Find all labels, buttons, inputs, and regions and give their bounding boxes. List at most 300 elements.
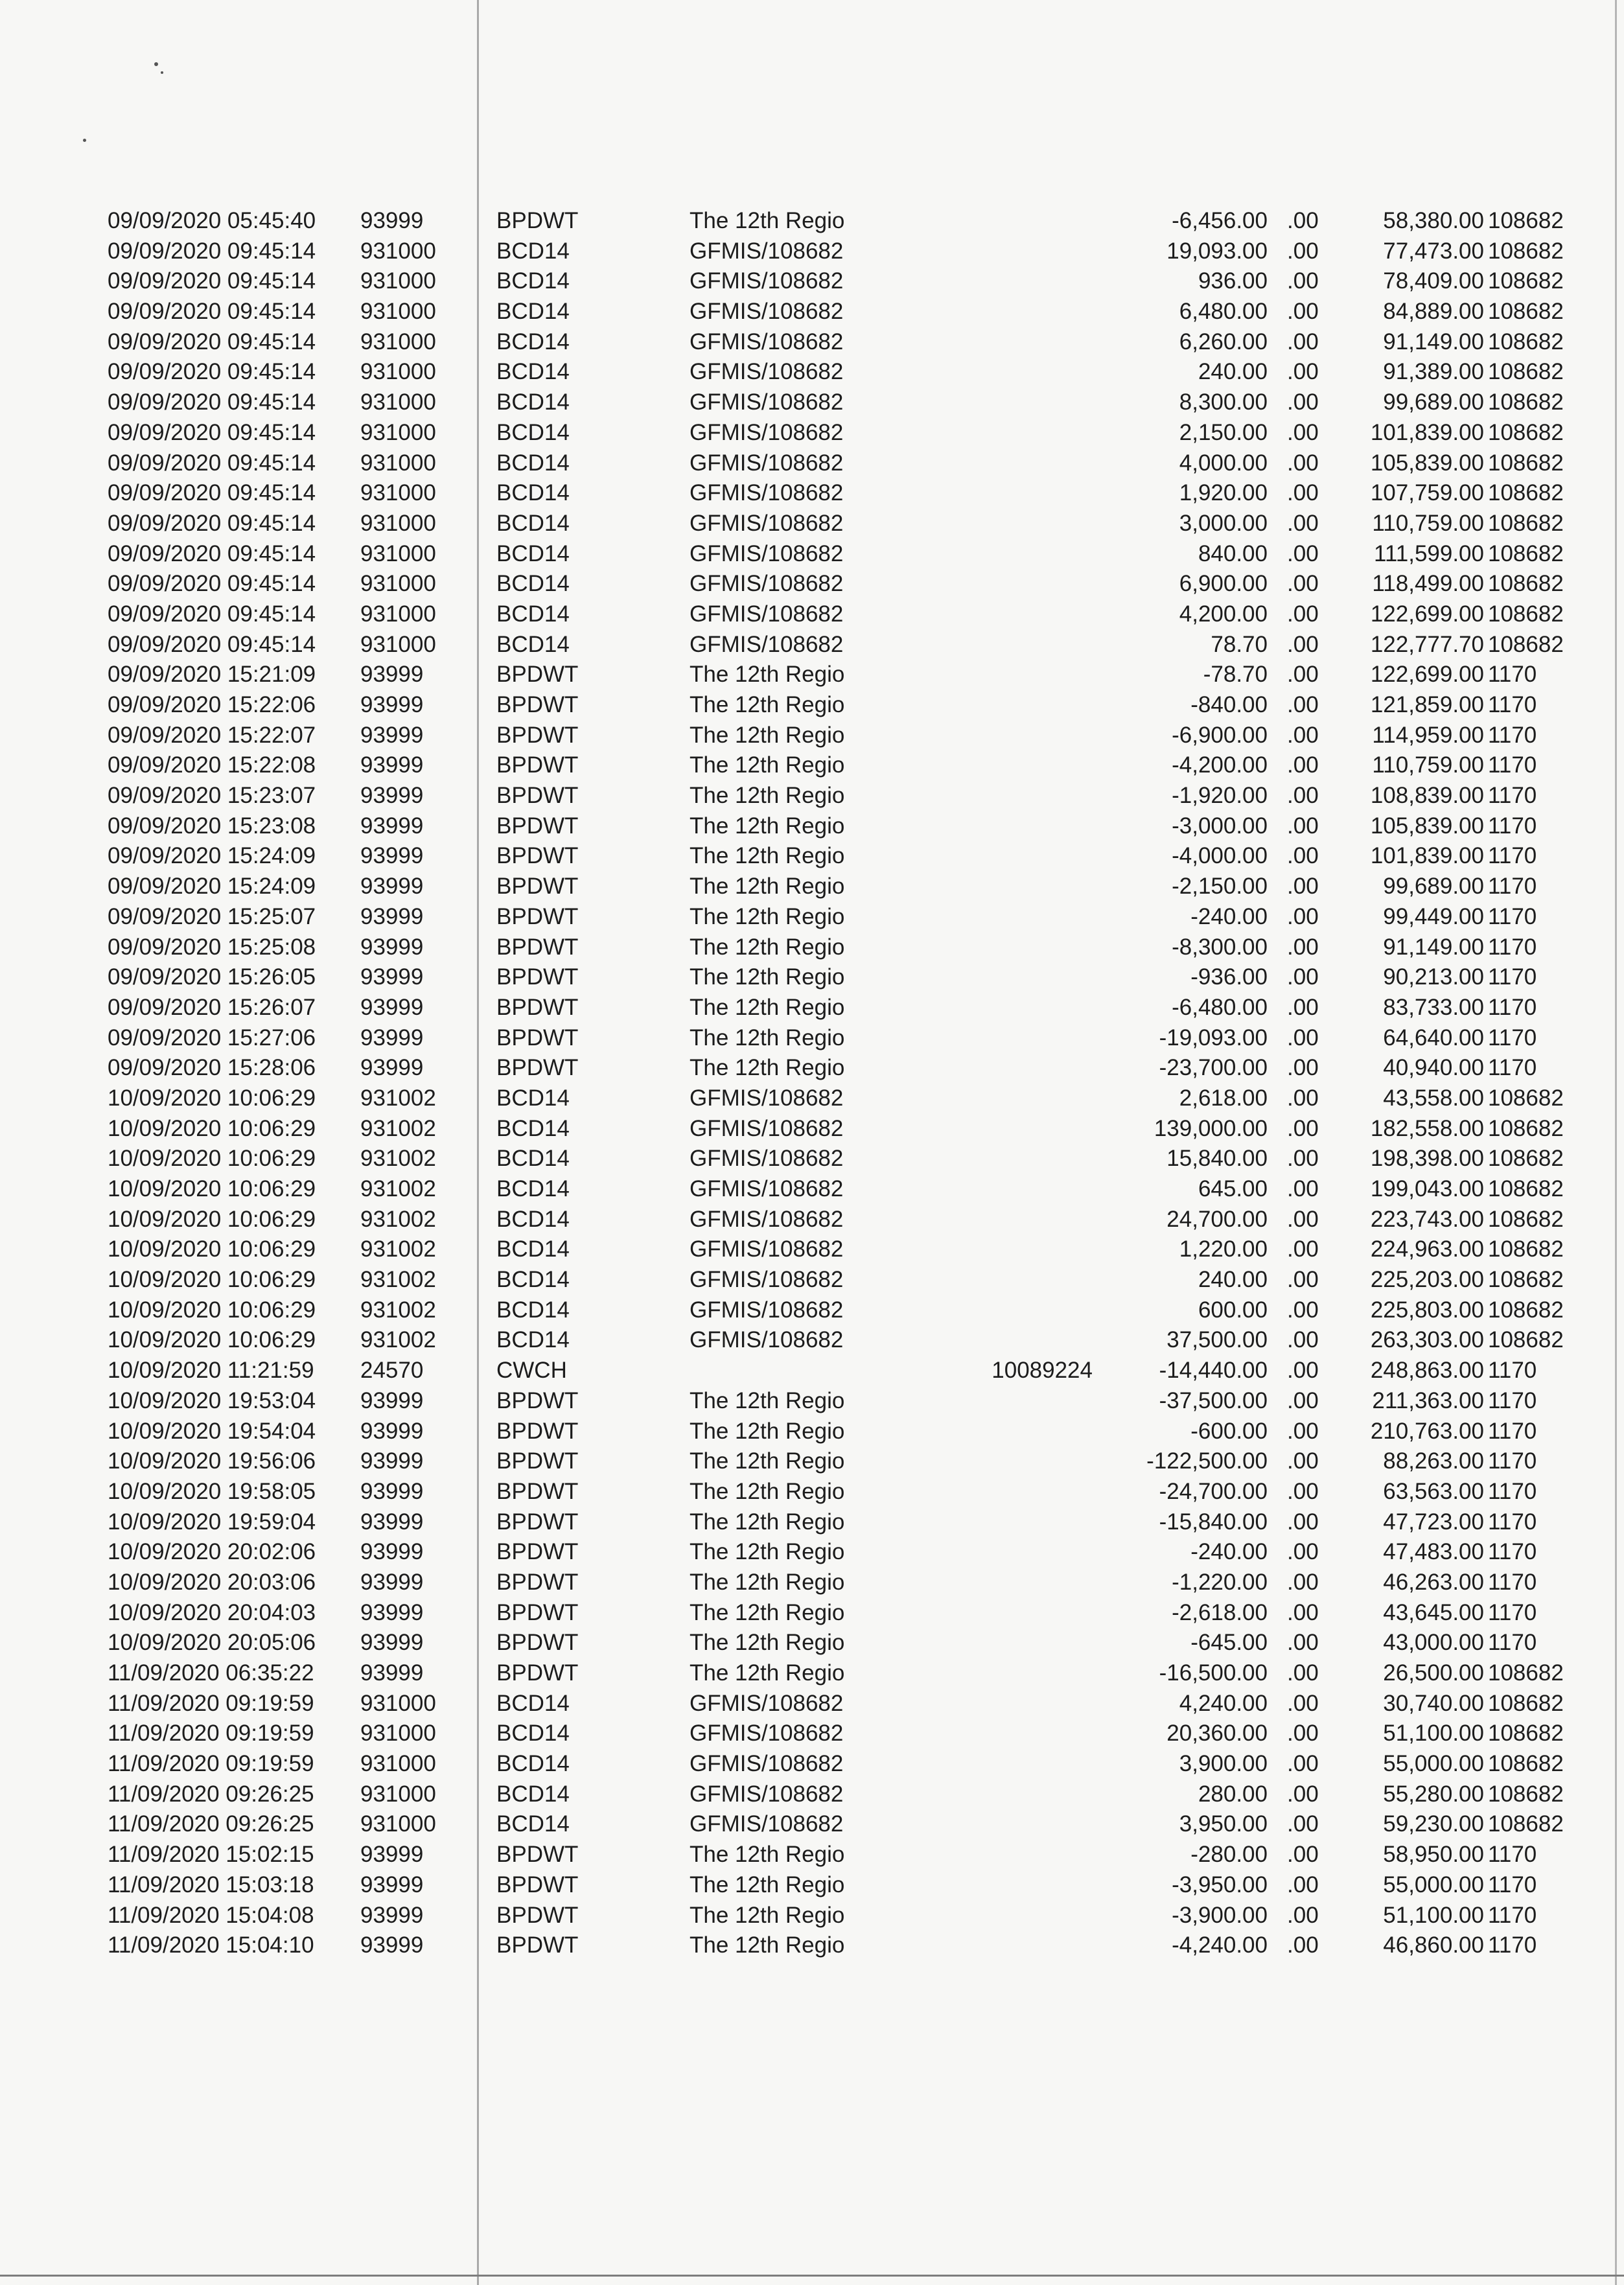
row-balance: 43,645.00 [1383,1599,1484,1625]
row-description: GFMIS/108682 [690,1176,844,1201]
row-code: 931002 [360,1236,436,1262]
row-account: 108682 [1488,268,1564,294]
row-amount: -840.00 [1190,692,1268,717]
row-code: 931000 [360,571,436,597]
row-description: GFMIS/108682 [690,359,844,385]
row-balance: 122,699.00 [1370,662,1484,688]
row-code: 93999 [360,1478,424,1504]
row-description: The 12th Regio [690,903,845,929]
row-datetime: 09/09/2020 15:22:07 [108,722,316,748]
row-description: The 12th Regio [690,1418,845,1444]
row-amount: 139,000.00 [1154,1115,1268,1141]
row-code: 931000 [360,1690,436,1716]
row-account: 108682 [1488,571,1564,597]
row-amount: -240.00 [1190,1539,1268,1565]
row-zero-amount: .00 [1287,571,1319,597]
row-code: 93999 [360,964,424,990]
row-type: BPDWT [496,1025,579,1050]
row-description: The 12th Regio [690,964,845,990]
row-balance: 46,263.00 [1383,1569,1484,1595]
row-datetime: 10/09/2020 10:06:29 [108,1327,316,1353]
row-account: 1170 [1488,1599,1537,1625]
ledger-row [0,902,1624,933]
row-code: 931002 [360,1115,436,1141]
row-balance: 101,839.00 [1370,419,1484,445]
row-account: 108682 [1488,631,1564,657]
row-balance: 58,950.00 [1383,1842,1484,1868]
ledger-row [0,1749,1624,1780]
row-zero-amount: .00 [1287,208,1319,233]
ledger-row [0,206,1624,237]
row-code: 931002 [360,1297,436,1323]
row-description: GFMIS/108682 [690,238,844,264]
row-type: BCD14 [496,480,570,506]
row-balance: 225,803.00 [1370,1297,1484,1323]
row-description: GFMIS/108682 [690,480,844,506]
row-datetime: 09/09/2020 09:45:14 [108,540,316,566]
ledger-row [0,1870,1624,1901]
row-balance: 199,043.00 [1370,1176,1484,1201]
row-datetime: 09/09/2020 15:22:06 [108,692,316,717]
row-type: BCD14 [496,238,570,264]
row-balance: 263,303.00 [1370,1327,1484,1353]
row-amount: -14,440.00 [1159,1358,1268,1384]
row-account: 108682 [1488,208,1564,233]
row-account: 1170 [1488,903,1537,929]
row-code: 931000 [360,1721,436,1746]
row-code: 931002 [360,1267,436,1293]
row-zero-amount: .00 [1287,329,1319,354]
row-datetime: 11/09/2020 09:19:59 [108,1751,314,1777]
row-zero-amount: .00 [1287,268,1319,294]
row-amount: 936.00 [1198,268,1268,294]
row-amount: 240.00 [1198,359,1268,385]
row-account: 108682 [1488,540,1564,566]
row-zero-amount: .00 [1287,419,1319,445]
row-balance: 40,940.00 [1383,1055,1484,1081]
row-description: The 12th Regio [690,1872,845,1897]
row-code: 93999 [360,843,424,869]
row-datetime: 09/09/2020 09:45:14 [108,631,316,657]
row-account: 108682 [1488,329,1564,354]
row-balance: 51,100.00 [1383,1721,1484,1746]
row-type: BPDWT [496,722,579,748]
ledger-row [0,1537,1624,1568]
row-amount: -37,500.00 [1159,1387,1268,1413]
row-balance: 99,449.00 [1383,903,1484,929]
row-code: 93999 [360,1902,424,1928]
ledger-row [0,1598,1624,1629]
row-zero-amount: .00 [1287,1599,1319,1625]
row-amount: 4,240.00 [1179,1690,1268,1716]
row-account: 108682 [1488,299,1564,325]
row-balance: 225,203.00 [1370,1267,1484,1293]
row-zero-amount: .00 [1287,1842,1319,1868]
row-type: BPDWT [496,1599,579,1625]
row-account: 108682 [1488,1690,1564,1716]
row-amount: -1,220.00 [1172,1569,1268,1595]
row-zero-amount: .00 [1287,480,1319,506]
ledger-row [0,1325,1624,1356]
row-account: 1170 [1488,1509,1537,1535]
ledger-row [0,1658,1624,1689]
row-type: BPDWT [496,1448,579,1474]
row-account: 1170 [1488,1932,1537,1958]
row-datetime: 09/09/2020 15:23:07 [108,783,316,809]
row-zero-amount: .00 [1287,1569,1319,1595]
row-type: BPDWT [496,843,579,869]
row-datetime: 11/09/2020 15:03:18 [108,1872,314,1897]
row-description: The 12th Regio [690,1478,845,1504]
row-zero-amount: .00 [1287,1327,1319,1353]
row-zero-amount: .00 [1287,1025,1319,1050]
ledger-row [0,1114,1624,1144]
row-datetime: 09/09/2020 15:22:08 [108,752,316,778]
ledger-row [0,509,1624,539]
row-account: 108682 [1488,480,1564,506]
ledger-row [0,569,1624,599]
ledger-row [0,1356,1624,1386]
row-account: 108682 [1488,1146,1564,1172]
row-account: 1170 [1488,1387,1537,1413]
row-zero-amount: .00 [1287,238,1319,264]
row-amount: -600.00 [1190,1418,1268,1444]
ledger-row [0,266,1624,297]
ledger-row [0,1719,1624,1749]
row-code: 93999 [360,1569,424,1595]
row-code: 931002 [360,1327,436,1353]
ledger-row [0,1235,1624,1265]
ledger-row [0,933,1624,963]
row-account: 108682 [1488,510,1564,536]
row-datetime: 10/09/2020 10:06:29 [108,1176,316,1201]
ledger-row [0,327,1624,358]
row-description: GFMIS/108682 [690,510,844,536]
row-balance: 84,889.00 [1383,299,1484,325]
row-zero-amount: .00 [1287,1932,1319,1958]
row-account: 1170 [1488,1539,1537,1565]
row-code: 931000 [360,359,436,385]
row-datetime: 09/09/2020 15:28:06 [108,1055,316,1081]
row-type: BCD14 [496,1327,570,1353]
ledger-row [0,599,1624,630]
row-type: BPDWT [496,1509,579,1535]
row-amount: 20,360.00 [1166,1721,1268,1746]
row-amount: -936.00 [1190,964,1268,990]
row-account: 108682 [1488,238,1564,264]
row-balance: 105,839.00 [1370,813,1484,839]
row-zero-amount: .00 [1287,1448,1319,1474]
row-datetime: 09/09/2020 09:45:14 [108,419,316,445]
row-datetime: 10/09/2020 19:53:04 [108,1387,316,1413]
scan-speck [154,62,158,66]
row-description: The 12th Regio [690,722,845,748]
row-type: BPDWT [496,1872,579,1897]
row-type: BCD14 [496,1690,570,1716]
row-zero-amount: .00 [1287,1418,1319,1444]
ledger-row [0,690,1624,721]
ledger-row [0,781,1624,811]
row-datetime: 10/09/2020 20:05:06 [108,1630,316,1656]
row-datetime: 10/09/2020 20:02:06 [108,1539,316,1565]
row-code: 931000 [360,1751,436,1777]
row-datetime: 10/09/2020 10:06:29 [108,1297,316,1323]
row-account: 1170 [1488,662,1537,688]
row-datetime: 10/09/2020 20:03:06 [108,1569,316,1595]
row-description: The 12th Regio [690,1599,845,1625]
row-amount: -1,920.00 [1172,783,1268,809]
row-code: 931002 [360,1176,436,1201]
row-type: BPDWT [496,1932,579,1958]
row-description: GFMIS/108682 [690,1297,844,1323]
row-datetime: 09/09/2020 15:27:06 [108,1025,316,1050]
row-amount: 280.00 [1198,1781,1268,1807]
ledger-row [0,1023,1624,1054]
row-zero-amount: .00 [1287,1721,1319,1746]
row-account: 1170 [1488,722,1537,748]
row-amount: -280.00 [1190,1842,1268,1868]
row-balance: 88,263.00 [1383,1448,1484,1474]
row-description: The 12th Regio [690,1539,845,1565]
row-description: The 12th Regio [690,692,845,717]
ledger-row [0,872,1624,902]
ledger-row [0,478,1624,509]
row-zero-amount: .00 [1287,874,1319,899]
row-code: 93999 [360,1599,424,1625]
row-amount: 3,900.00 [1179,1751,1268,1777]
row-datetime: 10/09/2020 19:58:05 [108,1478,316,1504]
row-amount: -4,240.00 [1172,1932,1268,1958]
row-type: BCD14 [496,299,570,325]
row-account: 108682 [1488,419,1564,445]
row-code: 24570 [360,1358,424,1384]
row-zero-amount: .00 [1287,1902,1319,1928]
row-code: 931000 [360,329,436,354]
row-amount: 15,840.00 [1166,1146,1268,1172]
row-zero-amount: .00 [1287,540,1319,566]
row-account: 108682 [1488,1206,1564,1232]
ledger-row [0,962,1624,993]
row-datetime: 10/09/2020 11:21:59 [108,1358,314,1384]
row-datetime: 11/09/2020 09:19:59 [108,1721,314,1746]
row-zero-amount: .00 [1287,1690,1319,1716]
row-description: The 12th Regio [690,662,845,688]
row-zero-amount: .00 [1287,1236,1319,1262]
row-amount: 19,093.00 [1166,238,1268,264]
row-balance: 110,759.00 [1372,510,1484,536]
row-zero-amount: .00 [1287,389,1319,415]
row-zero-amount: .00 [1287,1630,1319,1656]
scan-speck [161,71,163,74]
ledger-row [0,660,1624,690]
row-balance: 248,863.00 [1370,1358,1484,1384]
row-balance: 121,859.00 [1370,692,1484,717]
row-zero-amount: .00 [1287,1206,1319,1232]
row-description: GFMIS/108682 [690,601,844,627]
row-description: The 12th Regio [690,813,845,839]
row-amount: 3,000.00 [1179,510,1268,536]
ledger-row [0,1144,1624,1174]
row-type: BCD14 [496,631,570,657]
row-description: GFMIS/108682 [690,1781,844,1807]
row-zero-amount: .00 [1287,1478,1319,1504]
row-description: The 12th Regio [690,1660,845,1686]
row-description: GFMIS/108682 [690,571,844,597]
row-type: BPDWT [496,1902,579,1928]
ledger-row [0,539,1624,570]
row-account: 1170 [1488,1842,1537,1868]
row-zero-amount: .00 [1287,1509,1319,1535]
row-amount: -3,950.00 [1172,1872,1268,1897]
page-bottom-line [0,2275,1624,2277]
row-datetime: 09/09/2020 15:24:09 [108,843,316,869]
row-type: BPDWT [496,1539,579,1565]
row-description: GFMIS/108682 [690,1236,844,1262]
row-description: The 12th Regio [690,1055,845,1081]
row-balance: 47,483.00 [1383,1539,1484,1565]
row-amount: 6,260.00 [1179,329,1268,354]
row-type: BPDWT [496,752,579,778]
row-zero-amount: .00 [1287,722,1319,748]
row-account: 1170 [1488,964,1537,990]
row-zero-amount: .00 [1287,1176,1319,1201]
row-datetime: 09/09/2020 15:26:07 [108,994,316,1020]
row-datetime: 10/09/2020 10:06:29 [108,1236,316,1262]
row-type: BCD14 [496,1297,570,1323]
row-balance: 47,723.00 [1383,1509,1484,1535]
row-code: 93999 [360,1448,424,1474]
row-type: BCD14 [496,1146,570,1172]
row-type: BCD14 [496,389,570,415]
row-description: The 12th Regio [690,1509,845,1535]
ledger-row [0,750,1624,781]
row-code: 931002 [360,1206,436,1232]
ledger-row [0,1446,1624,1477]
row-datetime: 11/09/2020 15:04:10 [108,1932,314,1958]
ledger-row [0,1053,1624,1084]
ledger-row [0,630,1624,660]
row-datetime: 10/09/2020 10:06:29 [108,1206,316,1232]
row-account: 1170 [1488,874,1537,899]
row-datetime: 11/09/2020 09:26:25 [108,1811,314,1837]
row-amount: 24,700.00 [1166,1206,1268,1232]
row-amount: 645.00 [1198,1176,1268,1201]
row-description: The 12th Regio [690,1932,845,1958]
ledger-row [0,1295,1624,1326]
row-amount: 600.00 [1198,1297,1268,1323]
row-account: 1170 [1488,813,1537,839]
row-type: BCD14 [496,1085,570,1111]
row-amount: 8,300.00 [1179,389,1268,415]
row-account: 108682 [1488,1327,1564,1353]
row-amount: -122,500.00 [1146,1448,1268,1474]
row-balance: 182,558.00 [1370,1115,1484,1141]
row-balance: 122,777.70 [1370,631,1484,657]
row-code: 93999 [360,1055,424,1081]
row-amount: -2,618.00 [1172,1599,1268,1625]
row-description: The 12th Regio [690,1902,845,1928]
row-account: 1170 [1488,1902,1537,1928]
ledger-row [0,237,1624,267]
row-zero-amount: .00 [1287,1387,1319,1413]
row-datetime: 10/09/2020 20:04:03 [108,1599,316,1625]
row-zero-amount: .00 [1287,510,1319,536]
row-zero-amount: .00 [1287,1358,1319,1384]
row-code: 93999 [360,874,424,899]
row-code: 93999 [360,1842,424,1868]
row-code: 931000 [360,450,436,476]
row-type: BCD14 [496,510,570,536]
row-code: 931000 [360,419,436,445]
row-amount: 240.00 [1198,1267,1268,1293]
ledger-row [0,1809,1624,1840]
row-datetime: 09/09/2020 09:45:14 [108,359,316,385]
row-amount: -16,500.00 [1159,1660,1268,1686]
row-description: GFMIS/108682 [690,419,844,445]
row-balance: 43,558.00 [1383,1085,1484,1111]
row-description: GFMIS/108682 [690,1206,844,1232]
transaction-ledger [0,206,1624,1961]
row-datetime: 09/09/2020 15:21:09 [108,662,316,688]
ledger-row [0,993,1624,1023]
row-balance: 224,963.00 [1370,1236,1484,1262]
row-amount: -6,900.00 [1172,722,1268,748]
ledger-row [0,418,1624,448]
row-datetime: 10/09/2020 19:54:04 [108,1418,316,1444]
row-amount: -645.00 [1190,1630,1268,1656]
row-type: BPDWT [496,964,579,990]
ledger-row [0,1417,1624,1447]
row-amount: 6,900.00 [1179,571,1268,597]
row-account: 108682 [1488,1176,1564,1201]
row-account: 108682 [1488,389,1564,415]
row-datetime: 09/09/2020 05:45:40 [108,208,316,233]
ledger-row [0,357,1624,388]
row-type: BCD14 [496,540,570,566]
row-balance: 43,000.00 [1383,1630,1484,1656]
row-zero-amount: .00 [1287,1085,1319,1111]
row-code: 931000 [360,268,436,294]
row-description: GFMIS/108682 [690,299,844,325]
row-balance: 51,100.00 [1383,1902,1484,1928]
row-type: BCD14 [496,1811,570,1837]
row-type: BPDWT [496,1055,579,1081]
row-code: 93999 [360,752,424,778]
row-balance: 58,380.00 [1383,208,1484,233]
row-zero-amount: .00 [1287,631,1319,657]
row-account: 108682 [1488,1115,1564,1141]
row-amount: -6,456.00 [1172,208,1268,233]
row-type: BCD14 [496,1115,570,1141]
row-zero-amount: .00 [1287,450,1319,476]
row-balance: 91,149.00 [1383,934,1484,960]
row-account: 1170 [1488,1448,1537,1474]
row-balance: 55,280.00 [1383,1781,1484,1807]
row-datetime: 09/09/2020 15:25:08 [108,934,316,960]
row-zero-amount: .00 [1287,752,1319,778]
row-balance: 64,640.00 [1383,1025,1484,1050]
row-datetime: 09/09/2020 09:45:14 [108,601,316,627]
row-code: 93999 [360,1387,424,1413]
row-datetime: 09/09/2020 09:45:14 [108,571,316,597]
row-amount: -24,700.00 [1159,1478,1268,1504]
row-type: BPDWT [496,1478,579,1504]
row-description: The 12th Regio [690,783,845,809]
row-code: 931002 [360,1146,436,1172]
row-description: The 12th Regio [690,843,845,869]
row-amount: -3,900.00 [1172,1902,1268,1928]
ledger-row [0,1840,1624,1870]
